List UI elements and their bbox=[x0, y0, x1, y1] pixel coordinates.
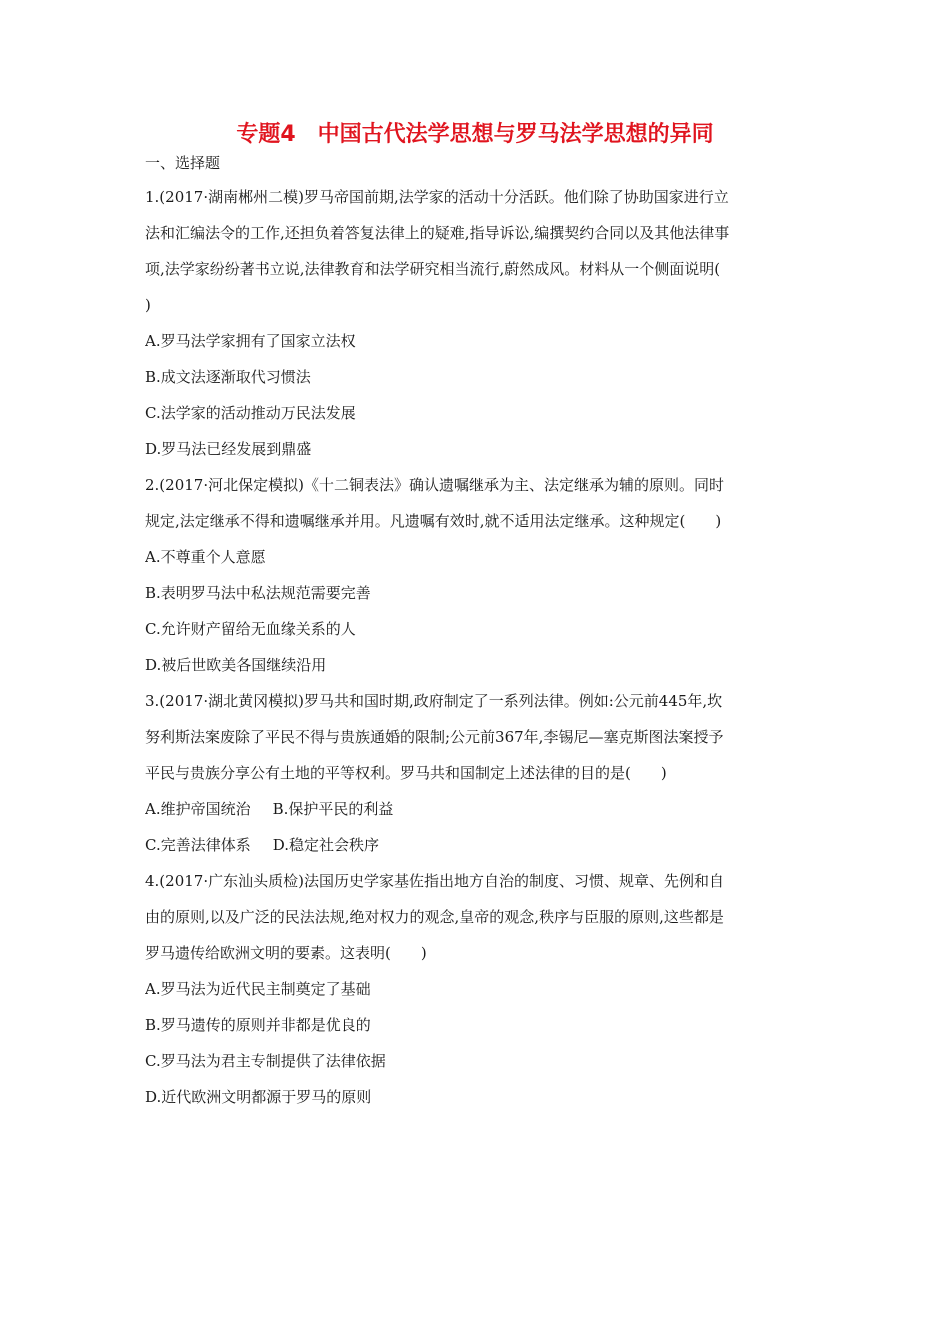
option-d: D.稳定社会秩序 bbox=[272, 836, 379, 854]
option-a: A.罗马法为近代民主制奠定了基础 bbox=[145, 980, 371, 998]
option-c: C.完善法律体系 bbox=[145, 836, 251, 854]
questions-list bbox=[145, 184, 810, 1120]
question-stem-line: 规定,法定继承不得和遗嘱继承并用。凡遗嘱有效时,就不适用法定继承。这种规定( ) bbox=[145, 512, 722, 530]
question-stem-line: ) bbox=[145, 296, 151, 314]
option-d: D.近代欧洲文明都源于罗马的原则 bbox=[145, 1088, 372, 1106]
question-2 bbox=[145, 472, 810, 688]
option-c: C.罗马法为君主专制提供了法律依据 bbox=[145, 1052, 386, 1070]
option-a: A.罗马法学家拥有了国家立法权 bbox=[145, 332, 356, 350]
question-stem-line: 努利斯法案废除了平民不得与贵族通婚的限制;公元前367年,李锡尼—塞克斯图法案授予 bbox=[145, 728, 724, 746]
option-a: A.维护帝国统治 bbox=[145, 800, 251, 818]
document-title: 专题4 中国古代法学思想与罗马法学思想的异同 bbox=[236, 122, 714, 147]
option-b: B.罗马遗传的原则并非都是优良的 bbox=[145, 1016, 371, 1034]
option-c: C.法学家的活动推动万民法发展 bbox=[145, 404, 356, 422]
question-stem-line: 3.(2017·湖北黄冈模拟)罗马共和国时期,政府制定了一系列法律。例如:公元前445年,坎 bbox=[145, 692, 723, 710]
question-stem-line: 项,法学家纷纷著书立说,法律教育和法学研究相当流行,蔚然成风。材料从一个侧面说明( bbox=[145, 260, 721, 278]
question-1 bbox=[145, 184, 810, 472]
question-4 bbox=[145, 868, 810, 1120]
option-a: A.不尊重个人意愿 bbox=[145, 548, 266, 566]
question-stem-line: 法和汇编法令的工作,还担负着答复法律上的疑难,指导诉讼,编撰契约合同以及其他法律事 bbox=[145, 224, 730, 242]
question-stem-line: 2.(2017·河北保定模拟)《十二铜表法》确认遗嘱继承为主、法定继承为辅的原则。同时 bbox=[145, 476, 724, 494]
option-row bbox=[145, 832, 810, 868]
option-b: B.表明罗马法中私法规范需要完善 bbox=[145, 584, 371, 602]
question-stem-line: 由的原则,以及广泛的民法法规,绝对权力的观念,皇帝的观念,秩序与臣服的原则,这些都是 bbox=[145, 908, 724, 926]
question-stem-line: 1.(2017·湖南郴州二模)罗马帝国前期,法学家的活动十分活跃。他们除了协助国家进行立 bbox=[145, 188, 729, 206]
question-stem-line: 平民与贵族分享公有土地的平等权利。罗马共和国制定上述法律的目的是( ) bbox=[145, 764, 667, 782]
option-d: D.被后世欧美各国继续沿用 bbox=[145, 656, 327, 674]
option-b: B.成文法逐渐取代习惯法 bbox=[145, 368, 311, 386]
option-d: D.罗马法已经发展到鼎盛 bbox=[145, 440, 312, 458]
option-row bbox=[145, 796, 810, 832]
section-heading: 一、选择题 bbox=[145, 154, 221, 172]
option-c: C.允许财产留给无血缘关系的人 bbox=[145, 620, 356, 638]
option-b: B.保护平民的利益 bbox=[272, 800, 394, 818]
question-stem-line: 罗马遗传给欧洲文明的要素。这表明( ) bbox=[145, 944, 427, 962]
question-stem-line: 4.(2017·广东汕头质检)法国历史学家基佐指出地方自治的制度、习惯、规章、先例和自 bbox=[145, 872, 724, 890]
question-3 bbox=[145, 688, 810, 868]
